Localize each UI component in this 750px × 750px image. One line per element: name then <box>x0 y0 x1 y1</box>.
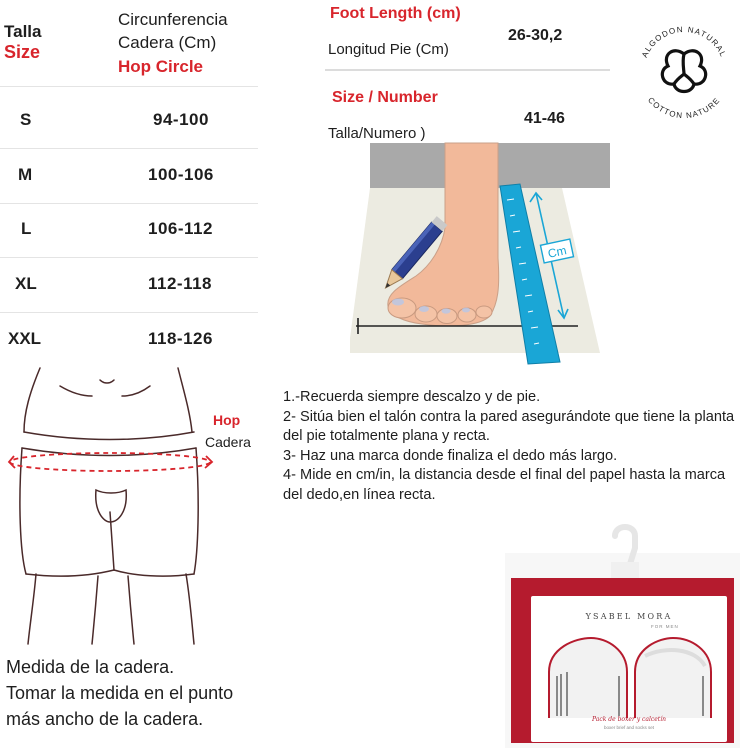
instruction-step: 3- Haz una marca donde finaliza el dedo más largo. <box>283 447 618 464</box>
foot-measurement-illustration <box>350 138 610 368</box>
torso-outline <box>20 368 198 644</box>
range-cell: 118-126 <box>148 329 213 348</box>
table-row <box>0 110 258 140</box>
hip-caption-line: Medida de la cadera. <box>6 657 175 677</box>
hip-measurement-illustration <box>0 362 232 647</box>
table-divider <box>0 148 258 149</box>
ruler-unit-label: Cm <box>546 243 568 261</box>
table-divider <box>0 257 258 258</box>
size-number-label: Talla/Numero ) <box>328 125 426 142</box>
instruction-step: 1.-Recuerda siempre descalzo y de pie. <box>283 389 541 405</box>
foot-length-value: 26-30,2 <box>508 27 563 44</box>
instruction-step: 4- Mide en cm/in, la distancia desde el final del papel hasta la marca del dedo,en línea recta. <box>283 467 726 503</box>
foot-table-divider <box>325 69 610 71</box>
size-number-value: 41-46 <box>524 110 565 127</box>
table-row <box>0 165 258 195</box>
size-cell: S <box>20 110 32 129</box>
hip-caption <box>6 654 306 732</box>
hip-label-en: Hop <box>213 412 241 428</box>
size-cell: XL <box>15 274 37 293</box>
size-cell: L <box>21 219 32 238</box>
instruction-step: 2- Sitúa bien el talón contra la pared asegurándote que tiene la planta del pie totalmente plana y recta. <box>283 408 735 445</box>
range-cell: 94-100 <box>153 110 209 129</box>
circumference-header-en: Hop Circle <box>118 57 204 76</box>
table-row <box>0 219 258 249</box>
size-column-header-en: Size <box>4 42 41 62</box>
foot-length-title: Foot Length (cm) <box>330 5 461 22</box>
hanger-hook-icon <box>605 518 645 580</box>
measurement-instructions <box>283 388 748 506</box>
range-cell: 100-106 <box>148 165 214 184</box>
table-divider <box>0 86 258 87</box>
brand-logo: YSABEL MORA <box>585 612 673 621</box>
package-tagline: Pack de boxer y calcetín <box>592 716 666 723</box>
circumference-header-line1: Circunferencia <box>118 10 228 29</box>
size-column-header: Talla <box>4 22 42 41</box>
size-number-title: Size / Number <box>332 89 438 106</box>
brand-subline: FOR MEN <box>651 624 679 629</box>
package-red-frame <box>511 578 734 743</box>
cotton-seal-logo <box>628 10 738 128</box>
svg-text:COTTON NATURE: COTTON NATURE <box>646 95 722 121</box>
size-cell: M <box>18 165 33 184</box>
range-cell: 106-112 <box>148 219 213 238</box>
circumference-header-line2: Cadera (Cm) <box>118 33 217 52</box>
size-cell: XXL <box>8 329 42 348</box>
product-package-image <box>505 553 740 748</box>
package-windows <box>545 636 715 718</box>
hip-caption-line: más ancho de la cadera. <box>6 709 204 729</box>
cotton-flower-icon <box>662 51 705 92</box>
table-divider <box>0 203 258 204</box>
range-cell: 112-118 <box>148 274 213 293</box>
hip-caption-line: Tomar la medida en el punto <box>6 683 234 703</box>
foot-length-label: Longitud Pie (Cm) <box>328 41 449 58</box>
table-divider <box>0 312 258 313</box>
table-row <box>0 274 258 304</box>
hip-label-es: Cadera <box>205 434 251 450</box>
package-tagline-sub: boxer brief and socks set <box>603 725 655 730</box>
package-card <box>531 596 727 742</box>
svg-text:ALGODON NATURAL: ALGODON NATURAL <box>640 24 728 59</box>
table-row <box>0 329 258 359</box>
